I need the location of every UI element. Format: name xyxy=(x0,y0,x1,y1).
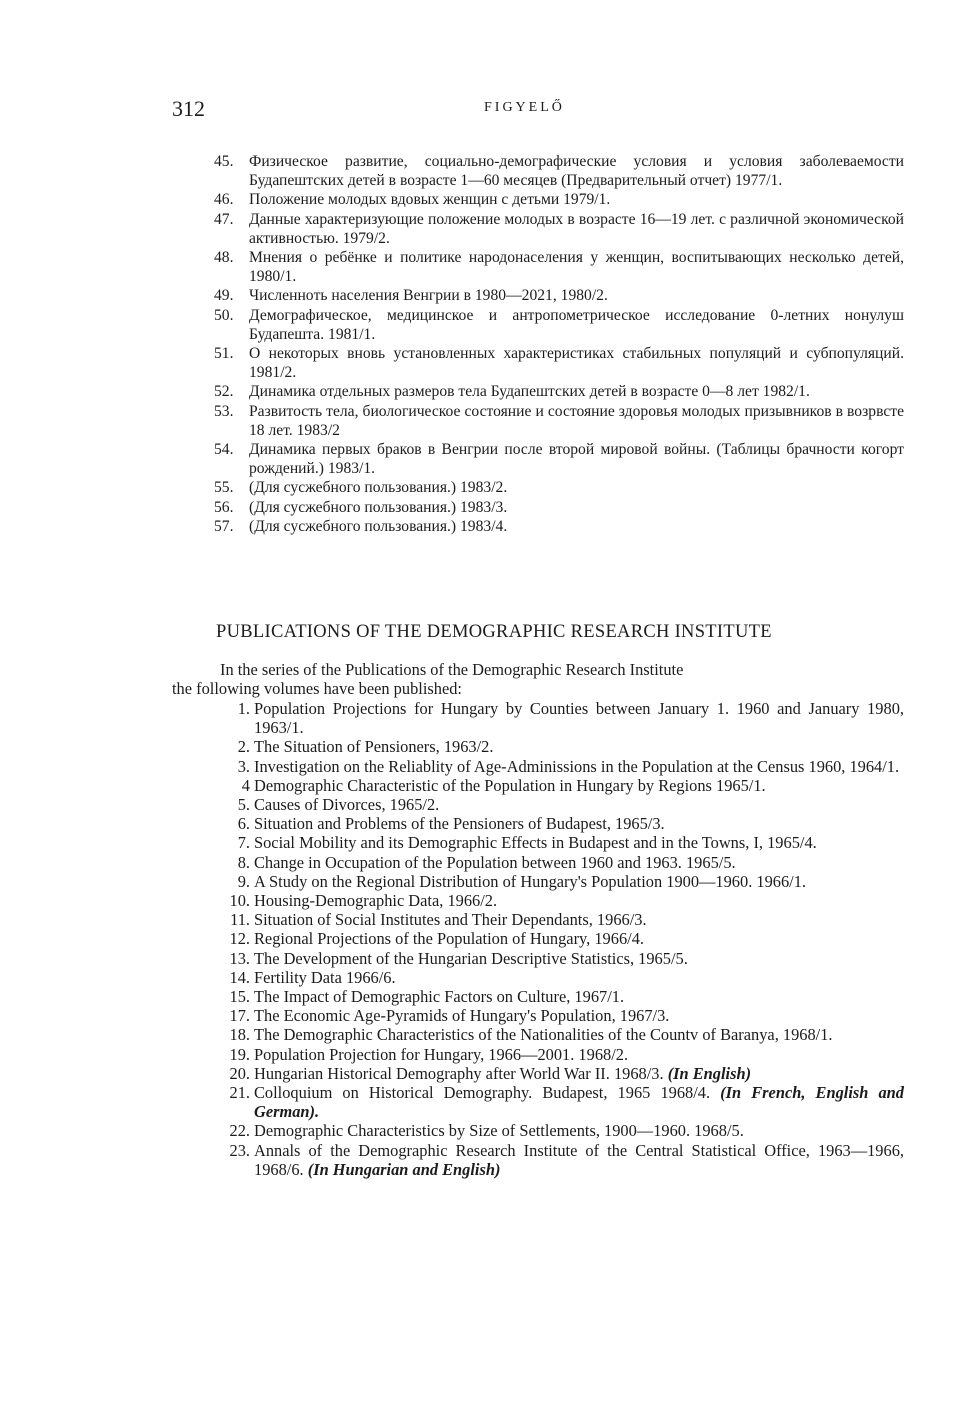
list-item xyxy=(214,190,904,209)
item-title: Change in Occupation of the Population between 1960 and 1963. 1965/5. xyxy=(254,852,736,872)
item-title: Annals of the Demographic Research Institute of the Central Statistical Office, 1963—1966, 1968/6. xyxy=(254,1140,904,1179)
list-item xyxy=(214,699,904,737)
item-title: Динамика первых браков в Венгрии после второй мировой войны. (Таблицы брачности когорт рождений.) 1983/1. xyxy=(249,441,904,478)
item-title: The Situation of Pensioners, 1963/2. xyxy=(254,737,494,757)
item-number: 3. xyxy=(237,756,250,776)
item-title: Situation and Problems of the Pensioners of Budapest, 1965/3. xyxy=(254,814,665,834)
item-title: Demographic Characteristic of the Population in Hungary by Regions 1965/1. xyxy=(254,775,766,795)
item-title: Housing-Demographic Data, 1966/2. xyxy=(254,891,498,911)
list-item xyxy=(214,210,904,248)
intro-line-1: In the series of the Publications of the Demographic Research Institute xyxy=(220,660,684,679)
list-item xyxy=(214,833,904,852)
item-number: 17. xyxy=(229,1006,250,1026)
item-text xyxy=(252,1025,904,1044)
item-title: The Development of the Hungarian Descriptive Statistics, 1965/5. xyxy=(254,948,688,968)
item-number: 12. xyxy=(229,929,250,949)
item-text xyxy=(252,872,904,891)
list-item xyxy=(214,1121,904,1140)
item-title: The Economic Age-Pyramids of Hungary's Population, 1967/3. xyxy=(254,1006,670,1026)
list-item xyxy=(214,910,904,929)
page-header xyxy=(0,96,960,126)
item-number: 52. xyxy=(214,383,234,401)
item-title: Hungarian Historical Demography after World War II. 1968/3. xyxy=(254,1063,664,1083)
item-title: Fertility Data 1966/6. xyxy=(254,967,396,987)
item-number: 50. xyxy=(214,306,234,324)
list-item xyxy=(214,344,904,382)
item-text xyxy=(252,795,904,814)
item-title: (Для сусжебного пользования.) 1983/2. xyxy=(249,479,508,497)
item-number: 56. xyxy=(214,498,234,516)
item-text xyxy=(252,929,904,948)
item-text xyxy=(252,1141,904,1179)
list-item xyxy=(214,1025,904,1044)
item-text xyxy=(252,949,904,968)
item-number: 49. xyxy=(214,287,234,305)
item-text xyxy=(249,517,904,536)
item-number: 4 xyxy=(241,775,250,795)
item-title: О некоторых вновь установленных характеристиках стабильных популяций и субпопуляций. 1981/2. xyxy=(249,345,904,382)
item-text xyxy=(252,833,904,852)
item-title: The Demographic Characteristics of the Nationalities of the Countv of Baranya, 1968/1. xyxy=(254,1025,833,1045)
list-item xyxy=(214,1141,904,1179)
item-text xyxy=(249,152,904,190)
list-item xyxy=(214,1045,904,1064)
item-text xyxy=(252,1045,904,1064)
list-item xyxy=(214,987,904,1006)
list-item xyxy=(214,152,904,190)
item-text xyxy=(249,286,904,305)
item-number: 20. xyxy=(229,1063,250,1083)
item-text xyxy=(252,910,904,929)
list-item xyxy=(214,498,904,517)
item-title: Demographic Characteristics by Size of Settlements, 1900—1960. 1968/5. xyxy=(254,1121,744,1141)
list-item xyxy=(214,517,904,536)
list-item xyxy=(214,1083,904,1121)
list-item xyxy=(214,776,904,795)
list-item xyxy=(214,440,904,478)
item-text xyxy=(252,891,904,910)
item-text xyxy=(252,987,904,1006)
item-number: 6. xyxy=(237,814,250,834)
item-title: Численнoть населения Венгрии в 1980—2021, 1980/2. xyxy=(249,287,608,305)
item-title: Causes of Divorces, 1965/2. xyxy=(254,795,440,815)
item-number: 21. xyxy=(229,1083,250,1103)
list-item xyxy=(214,306,904,344)
list-item xyxy=(214,402,904,440)
item-number: 7. xyxy=(237,833,250,853)
item-title: Regional Projections of the Population of Hungary, 1966/4. xyxy=(254,929,644,949)
item-number: 19. xyxy=(229,1044,250,1064)
item-title: Social Mobility and its Demographic Effects in Budapest and in the Towns, I, 1965/4. xyxy=(254,833,817,853)
list-item xyxy=(214,478,904,497)
item-number: 10. xyxy=(229,891,250,911)
section-intro xyxy=(172,660,907,698)
item-text xyxy=(252,699,904,737)
item-text xyxy=(249,344,904,382)
language-note: (In French, English and German). xyxy=(254,1083,904,1122)
item-title: (Для сусжебного пользования.) 1983/4. xyxy=(249,517,508,535)
item-text xyxy=(249,382,904,401)
item-number: 5. xyxy=(237,795,250,815)
list-item xyxy=(214,737,904,756)
intro-line-2: the following volumes have been published: xyxy=(172,679,462,699)
item-text xyxy=(249,440,904,478)
item-number: 48. xyxy=(214,249,234,267)
item-title: Situation of Social Institutes and Their Dependants, 1966/3. xyxy=(254,910,647,930)
list-item xyxy=(214,814,904,833)
item-text xyxy=(249,210,904,248)
item-title: Физическое развитие, социально-демографические условия и условия заболеваемости Будапештских детей в возрасте 1—60 месяцев (Предварительный отчет) 1977/1. xyxy=(249,153,904,190)
english-publication-list xyxy=(214,699,904,1179)
list-item xyxy=(214,968,904,987)
item-text xyxy=(252,1121,904,1140)
item-number: 11. xyxy=(230,910,250,930)
item-title: Investigation on the Reliablity of Age-Adminissions in the Population at the Census 1960, 1964/1. xyxy=(254,756,900,776)
item-text xyxy=(252,1006,904,1025)
list-item xyxy=(214,286,904,305)
item-number: 23. xyxy=(229,1140,250,1160)
russian-publication-list xyxy=(214,152,904,536)
page-number: 312 xyxy=(172,96,205,121)
list-item xyxy=(214,872,904,891)
item-title: Динамика отдельных размеров тела Будапештских детей в возрасте 0—8 лет 1982/1. xyxy=(249,383,810,401)
item-text xyxy=(252,737,904,756)
item-number: 1. xyxy=(237,699,250,718)
item-text xyxy=(249,498,904,517)
list-item xyxy=(214,891,904,910)
list-item xyxy=(214,1006,904,1025)
running-head: FIGYELŐ xyxy=(484,100,565,115)
list-item xyxy=(214,382,904,401)
item-text xyxy=(249,248,904,286)
item-number: 9. xyxy=(237,871,250,891)
item-title: Данные характеризующие положение молодых в возрасте 16—19 лет. с различной экономической активностью. 1979/2. xyxy=(249,210,904,247)
item-number: 57. xyxy=(214,517,234,535)
list-item xyxy=(214,853,904,872)
item-number: 14. xyxy=(229,967,250,987)
item-title: Развитость тела, биологическое состояние и состояние здоровья молодых призывников в возрвсте 18 лет. 1983/2 xyxy=(249,402,904,439)
list-item xyxy=(214,757,904,776)
item-number: 8. xyxy=(237,852,250,872)
item-title: Мнения о ребёнке и политике народонаселения у женщин, воспитывающих несколько детей, 1980/1. xyxy=(249,249,904,286)
item-text xyxy=(252,757,904,776)
item-title: Population Projections for Hungary by Counties between January 1. 1960 and January 1980, 1963/1. xyxy=(254,699,904,738)
item-number: 51. xyxy=(214,345,234,363)
item-number: 46. xyxy=(214,191,234,209)
item-title: Colloquium on Historical Demography. Budapest, 1965 1968/4. xyxy=(254,1083,711,1103)
item-title: A Study on the Regional Distribution of Hungary's Population 1900—1960. 1966/1. xyxy=(254,871,807,891)
item-title: Демографическое, медицинское и антропометрическое исследование 0-летних нонулуш Будапешта. 1981/1. xyxy=(249,306,904,343)
item-title: Положение молодых вдовых женщин с детьми 1979/1. xyxy=(249,191,611,209)
item-title: Population Projection for Hungary, 1966—2001. 1968/2. xyxy=(254,1044,629,1064)
item-number: 15. xyxy=(229,987,250,1007)
item-text xyxy=(252,1083,904,1121)
list-item xyxy=(214,929,904,948)
item-text xyxy=(252,814,904,833)
list-item xyxy=(214,795,904,814)
item-title: (Для сусжебного пользования.) 1983/3. xyxy=(249,498,508,516)
item-title: The Impact of Demographic Factors on Culture, 1967/1. xyxy=(254,987,625,1007)
item-text xyxy=(249,402,904,440)
list-item xyxy=(214,1064,904,1083)
item-number: 53. xyxy=(214,402,234,420)
list-item xyxy=(214,949,904,968)
language-note: (In English) xyxy=(667,1063,752,1083)
item-number: 47. xyxy=(214,210,234,228)
item-text xyxy=(252,1064,904,1083)
item-text xyxy=(252,853,904,872)
item-text xyxy=(249,306,904,344)
item-text xyxy=(252,968,904,987)
item-text xyxy=(249,478,904,497)
list-item xyxy=(214,248,904,286)
item-number: 2. xyxy=(237,737,250,757)
item-text xyxy=(252,776,904,795)
item-number: 22. xyxy=(229,1121,250,1141)
item-text xyxy=(249,190,904,209)
item-number: 18. xyxy=(229,1025,250,1045)
section-title: PUBLICATIONS OF THE DEMOGRAPHIC RESEARCH INSTITUTE xyxy=(216,622,772,642)
item-number: 55. xyxy=(214,479,234,497)
language-note: (In Hungarian and English) xyxy=(307,1159,501,1179)
item-number: 45. xyxy=(214,153,234,170)
item-number: 54. xyxy=(214,441,234,459)
item-number: 13. xyxy=(229,948,250,968)
